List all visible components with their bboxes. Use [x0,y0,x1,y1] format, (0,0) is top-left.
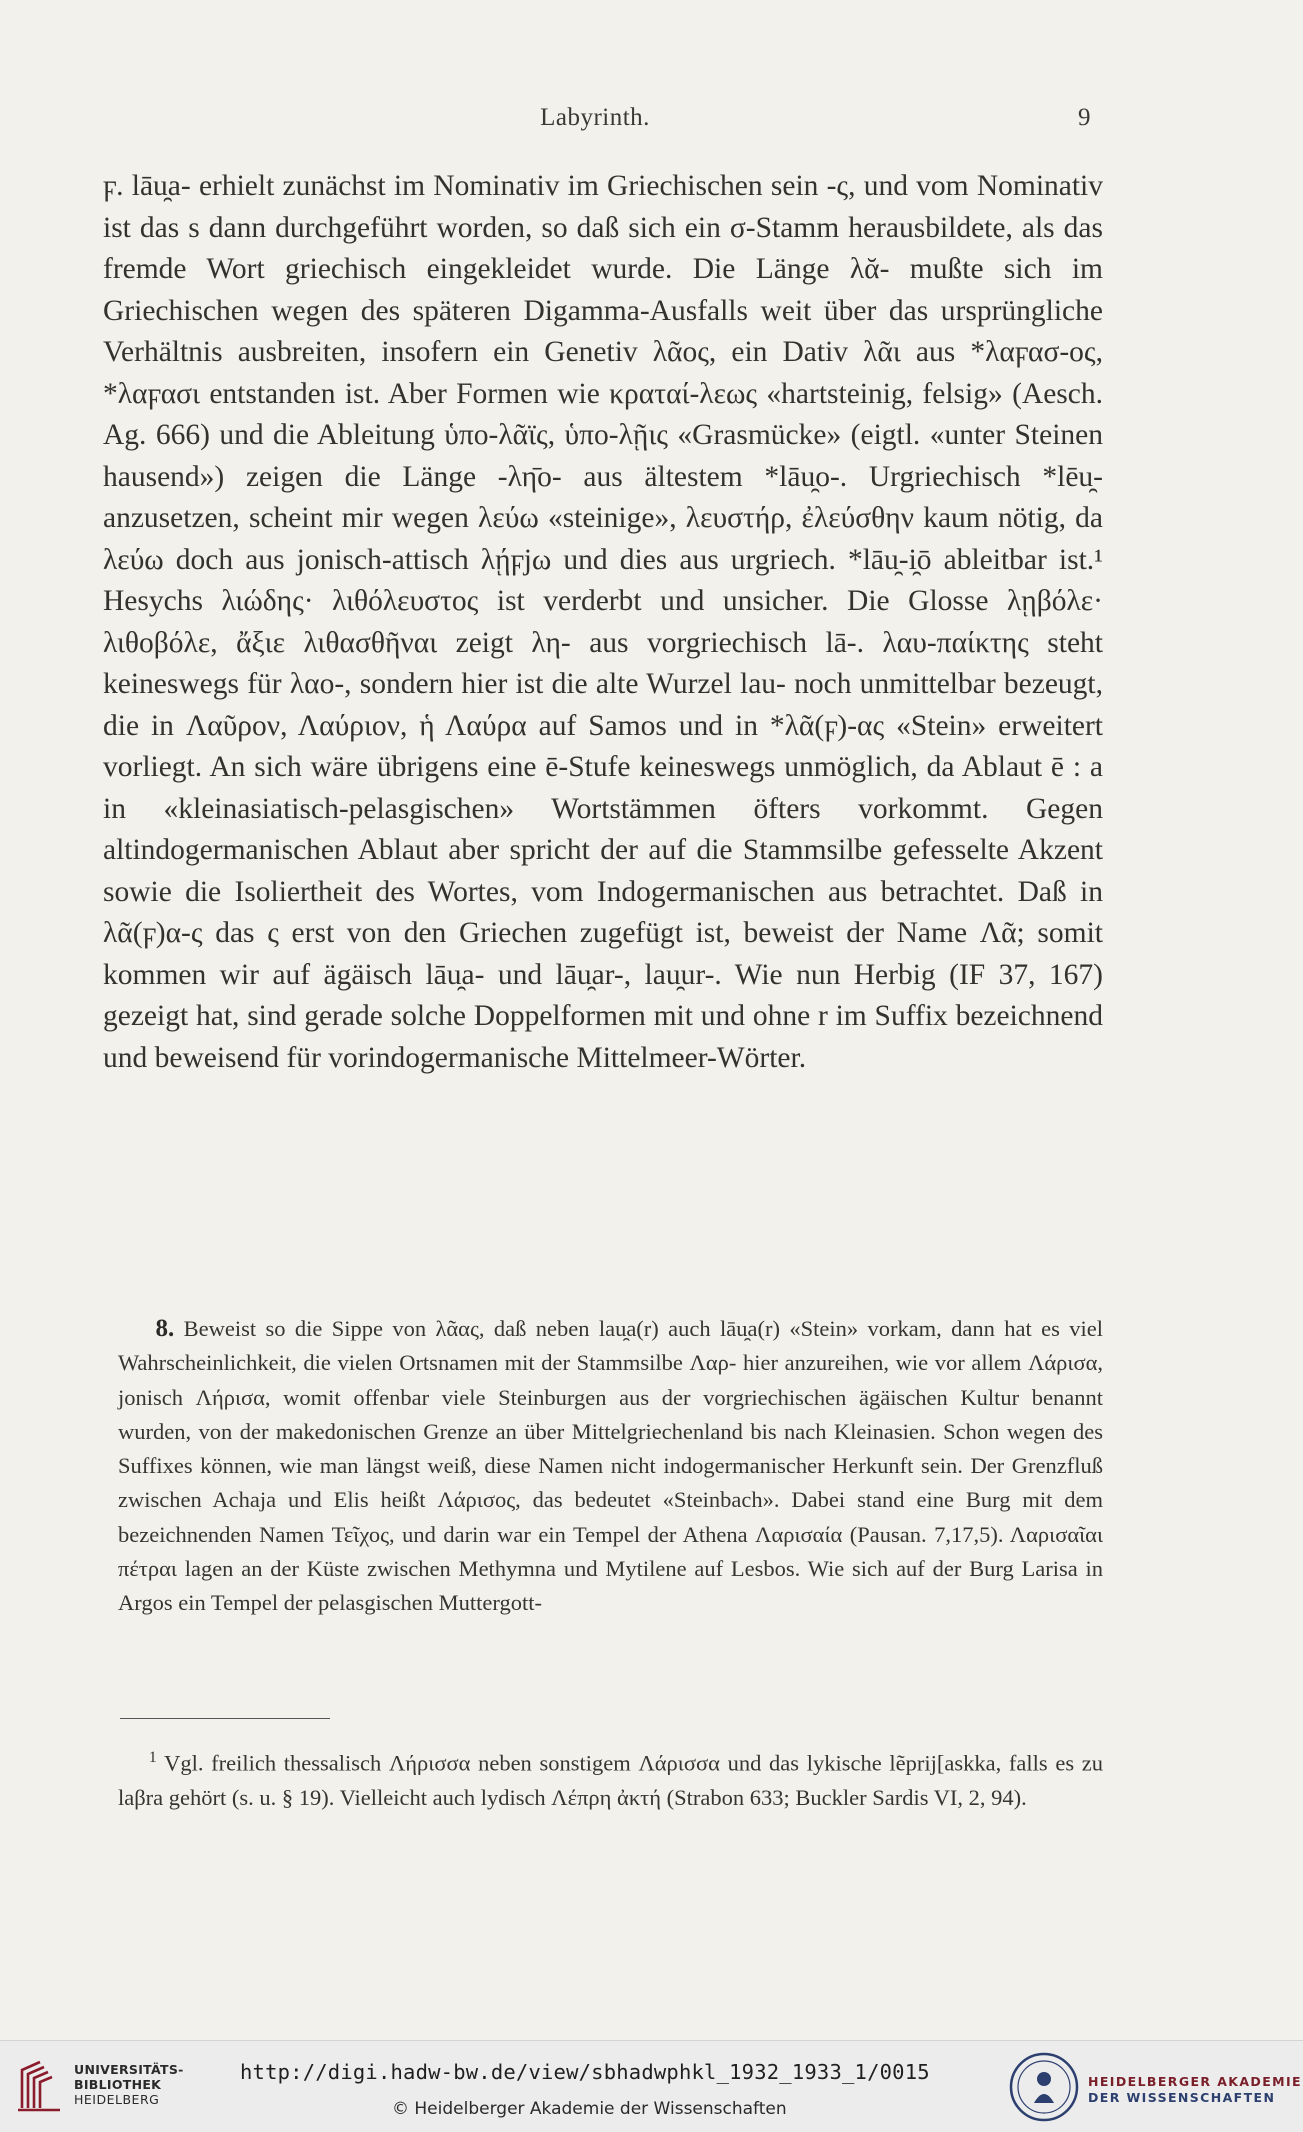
footnote-1 [118,1741,1103,1816]
footnote-text: Vgl. freilich thessalisch Λήρισσα neben sonstigem Λάρισσα und das lykische lẽprij[askka, falls es zu laβra gehört (s. u. § 19). Vielleicht auch lydisch Λέπρη ἀκτή (Strabon 633; Buckler Sardis VI, 2, 94). [118,1750,1104,1810]
footnotes [118,1741,1103,1816]
page-number: 9 [1078,104,1091,131]
body-paragraph: ϝ. lāu̯a- erhielt zunächst im Nominativ im Griechischen sein -ς, und vom Nominativ ist das s dann durchgeführt worden, so daß sich ein σ-Stamm herausbildete, als das fremde Wort griechisch eingekleidet wurde. Die Länge λᾰ- mußte sich im Griechischen wegen des späteren Digamma-Ausfalls weit über das ursprüngliche Verhältnis ausbreiten, insofern ein Genetiv λᾶος, ein Dativ λᾶι aus *λαϝασ-ος, *λαϝασι entstanden ist. Aber Formen wie κραταί-λεως «hartsteinig, felsig» (Aesch. Ag. 666) und die Ableitung ὑπο-λᾶϊς, ὑπο-λῇις «Grasmücke» (eigtl. «unter Steinen hausend») zeigen die Länge -λη̄ο- aus ältestem *lāu̯o-. Urgriechisch *lēu̯- anzusetzen, scheint mir wegen λεύω «steinige», λευστήρ, ἐλεύσθην kaum nötig, da λεύω doch aus jonisch-attisch λῄϝjω und dies aus urgriech. *lāu̯-i̯ō ableitbar ist.¹ Hesychs λιώδης· λιθόλευστος ist verderbt und unsicher. Die Glosse λῃβόλε· λιθοβόλε, ἄξιε λιθασθῆναι zeigt λη- aus vorgriechisch lā-. λαυ-παίκτης steht keineswegs für λαο-, sondern hier ist die alte Wurzel lau- noch unmittelbar bezeugt, die in Λαῦρον, Λαύριον, ἡ Λαύρα auf Samos und in *λᾶ(ϝ)-ας «Stein» erweitert vorliegt. An sich wäre übrigens eine ē-Stufe keineswegs unmöglich, da Ablaut ē : a in «kleinasiatisch-pelasgischen» Wortstämmen öfters vorkommt. Gegen altindogermanischen Ablaut aber spricht der auf die Stammsilbe gefesselte Akzent sowie die Isoliertheit des Wortes, vom Indogermanischen aus betrachtet. Daß in λᾶ(ϝ)α-ς das ς erst von den Griechen zugefügt ist, beweist der Name Λᾶ; somit kommen wir auf ägäisch lāu̯a- und lāu̯ar-, lau̯ur-. Wie nun Herbig (IF 37, 167) gezeigt hat, sind gerade solche Doppelformen mit und ohne r im Suffix bezeichnend und beweisend für vorindogermanische Mittelmeer-Wörter. [103,170,1103,1074]
copyright-notice: © Heidelberger Akademie der Wissenschaften [392,2099,787,2119]
library-name-line1: UNIVERSITÄTS- [74,2062,184,2077]
footnote-divider [120,1718,330,1719]
academy-seal-icon[interactable] [1008,2051,1080,2123]
main-body-text [103,166,1103,1079]
section-8-paragraph [118,1312,1103,1621]
page-header [0,104,1303,144]
running-head: Labyrinth. [540,104,650,131]
section-8-text: Beweist so die Sippe von λᾶας, daß neben lau̯a(r) auch lāu̯a(r) «Stein» vorkam, dann hat es viel Wahrscheinlichkeit, die vielen Ortsnamen mit der Stammsilbe Λαρ- hier anzureihen, wie vor allem Λάρισα, jonisch Λήρισα, womit offenbar viele Steinburgen aus der vorgriechischen ägäischen Kultur benannt wurden, von der makedonischen Grenze an über Mittelgriechenland bis nach Kleinasien. Schon wegen des Suffixes können, wie man längst weiß, diese Namen nicht indogermanischer Herkunft sein. Der Grenzfluß zwischen Achaja und Elis heißt Λάρισος, das bedeutet «Steinbach». Dabei stand eine Burg mit dem bezeichnenden Namen Τεῖχος, und darin war ein Tempel der Athena Λαρισαία (Pausan. 7,17,5). Λαρισαῖαι πέτραι lagen an der Küste zwischen Methymna und Mytilene auf Lesbos. Wie sich auf der Burg Larisa in Argos ein Tempel der pelasgischen Muttergott- [118,1316,1104,1616]
section-number: 8. [155,1315,175,1342]
library-name [74,2062,184,2107]
university-library-logo-icon[interactable] [14,2058,72,2116]
academy-name-line2: DER WISSENSCHAFTEN [1088,2090,1276,2105]
library-name-line3: HEIDELBERG [74,2092,160,2107]
permalink-url[interactable]: http://digi.hadw-bw.de/view/sbhadwphkl_1932_1933_1/0015 [240,2060,930,2084]
academy-name [1088,2074,1302,2106]
academy-name-line1: HEIDELBERGER AKADEMIE [1088,2074,1302,2089]
section-8 [118,1312,1103,1621]
library-name-line2: BIBLIOTHEK [74,2077,162,2092]
footnote-mark: 1 [148,1749,157,1766]
